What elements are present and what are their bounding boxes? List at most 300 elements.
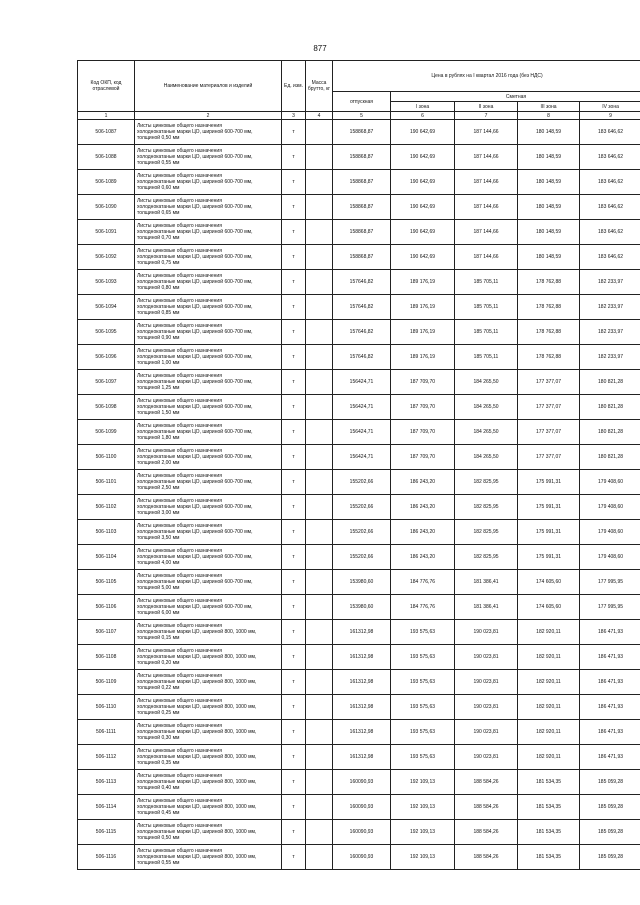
item-name-line: Листы цинковые общего назначения (137, 273, 222, 279)
price-zone-4: 183 646,62 (580, 245, 640, 270)
item-name-line: Листы цинковые общего назначения (137, 523, 222, 529)
price-release: 157646,82 (333, 320, 391, 345)
table-row (78, 595, 640, 620)
item-code: 506-1106 (78, 595, 135, 620)
price-zone-3: 175 991,31 (518, 470, 580, 495)
item-name (135, 170, 282, 195)
table-row (78, 820, 640, 845)
item-name-line: Листы цинковые общего назначения (137, 673, 222, 679)
item-unit: т (282, 695, 306, 720)
item-unit: т (282, 620, 306, 645)
item-mass (306, 395, 333, 420)
item-unit: т (282, 220, 306, 245)
table-row (78, 720, 640, 745)
table-row (78, 695, 640, 720)
item-name-line: холоднокатаные марки ЦО, шириной 600-700 мм, (137, 354, 253, 360)
table-row (78, 270, 640, 295)
price-zone-2: 185 705,11 (455, 270, 518, 295)
price-zone-3: 181 534,35 (518, 770, 580, 795)
price-zone-3: 180 148,59 (518, 170, 580, 195)
item-unit: т (282, 545, 306, 570)
col-number: 6 (391, 112, 455, 120)
price-zone-4: 185 059,28 (580, 770, 640, 795)
item-name-line: Листы цинковые общего назначения (137, 248, 222, 254)
item-name-line: Листы цинковые общего назначения (137, 298, 222, 304)
item-name (135, 770, 282, 795)
item-mass (306, 270, 333, 295)
price-release: 158868,87 (333, 170, 391, 195)
price-release: 157646,82 (333, 345, 391, 370)
item-unit: т (282, 745, 306, 770)
price-release: 161312,98 (333, 670, 391, 695)
item-mass (306, 445, 333, 470)
item-name-line: толщиной 0,60 мм (137, 185, 180, 191)
price-zone-2: 184 265,50 (455, 445, 518, 470)
price-zone-1: 189 176,19 (391, 295, 455, 320)
item-name-line: холоднокатаные марки ЦО, шириной 600-700 мм, (137, 579, 253, 585)
price-zone-2: 181 386,41 (455, 570, 518, 595)
item-name-line: толщиной 0,15 мм (137, 635, 180, 641)
price-zone-1: 190 642,69 (391, 145, 455, 170)
item-unit: т (282, 845, 306, 870)
price-zone-2: 187 144,66 (455, 145, 518, 170)
item-name-line: Листы цинковые общего назначения (137, 723, 222, 729)
item-name-line: Листы цинковые общего назначения (137, 123, 222, 129)
price-zone-1: 187 709,70 (391, 420, 455, 445)
price-zone-2: 190 023,81 (455, 695, 518, 720)
price-zone-1: 184 776,76 (391, 595, 455, 620)
price-zone-3: 180 148,59 (518, 120, 580, 145)
item-name-line: толщиной 0,40 мм (137, 785, 180, 791)
price-release: 160090,93 (333, 770, 391, 795)
item-name-line: толщиной 0,70 мм (137, 235, 180, 241)
price-release: 161312,98 (333, 645, 391, 670)
item-name (135, 295, 282, 320)
item-name (135, 420, 282, 445)
item-name-line: Листы цинковые общего назначения (137, 148, 222, 154)
item-name-line: толщиной 0,20 мм (137, 660, 180, 666)
price-zone-2: 182 825,95 (455, 520, 518, 545)
item-name (135, 520, 282, 545)
item-code: 506-1112 (78, 745, 135, 770)
header-zone-3: III зона (518, 102, 580, 112)
item-name (135, 570, 282, 595)
item-code: 506-1103 (78, 520, 135, 545)
item-name-line: холоднокатаные марки ЦО, шириной 600-700 мм, (137, 504, 253, 510)
item-unit: т (282, 720, 306, 745)
item-unit: т (282, 570, 306, 595)
price-zone-2: 190 023,81 (455, 745, 518, 770)
item-name-line: Листы цинковые общего назначения (137, 323, 222, 329)
price-release: 155202,66 (333, 470, 391, 495)
price-zone-1: 193 575,63 (391, 670, 455, 695)
item-name-line: Листы цинковые общего назначения (137, 173, 222, 179)
item-name-line: толщиной 1,25 мм (137, 385, 180, 391)
price-zone-3: 177 377,07 (518, 445, 580, 470)
item-name-line: Листы цинковые общего назначения (137, 798, 222, 804)
item-name (135, 620, 282, 645)
table-row (78, 770, 640, 795)
item-name-line: толщиной 1,00 мм (137, 360, 180, 366)
item-code: 506-1099 (78, 420, 135, 445)
item-mass (306, 145, 333, 170)
item-name-line: толщиной 3,50 мм (137, 535, 180, 541)
item-unit: т (282, 345, 306, 370)
item-name-line: толщиной 4,00 мм (137, 560, 180, 566)
item-mass (306, 570, 333, 595)
item-name-line: толщиной 0,55 мм (137, 860, 180, 866)
item-name-line: толщиной 1,50 мм (137, 410, 180, 416)
table-body (78, 120, 640, 870)
price-zone-2: 181 386,41 (455, 595, 518, 620)
item-name-line: толщиной 0,65 мм (137, 210, 180, 216)
table-row (78, 295, 640, 320)
price-zone-1: 190 642,69 (391, 220, 455, 245)
item-name (135, 720, 282, 745)
item-mass (306, 645, 333, 670)
item-mass (306, 520, 333, 545)
item-mass (306, 720, 333, 745)
price-release: 161312,98 (333, 620, 391, 645)
price-zone-1: 193 575,63 (391, 720, 455, 745)
item-name-line: Листы цинковые общего назначения (137, 348, 222, 354)
price-zone-3: 178 762,88 (518, 320, 580, 345)
table-row (78, 670, 640, 695)
price-zone-4: 180 821,28 (580, 445, 640, 470)
table-row (78, 645, 640, 670)
price-zone-3: 180 148,59 (518, 145, 580, 170)
price-zone-1: 184 776,76 (391, 570, 455, 595)
price-zone-3: 175 991,31 (518, 520, 580, 545)
item-name (135, 345, 282, 370)
item-name-line: толщиной 0,85 мм (137, 310, 180, 316)
price-zone-3: 181 534,35 (518, 845, 580, 870)
item-name-line: холоднокатаные марки ЦО, шириной 800, 1000 мм, (137, 804, 257, 810)
table-row (78, 520, 640, 545)
header-mass: Масса брутто, кг (306, 61, 333, 112)
price-zone-1: 190 642,69 (391, 245, 455, 270)
price-zone-1: 192 109,13 (391, 770, 455, 795)
price-zone-4: 179 408,60 (580, 495, 640, 520)
price-zone-3: 178 762,88 (518, 345, 580, 370)
price-zone-4: 179 408,60 (580, 470, 640, 495)
item-code: 506-1102 (78, 495, 135, 520)
price-zone-1: 189 176,19 (391, 345, 455, 370)
item-name-line: Листы цинковые общего назначения (137, 448, 222, 454)
item-name-line: холоднокатаные марки ЦО, шириной 600-700 мм, (137, 179, 253, 185)
price-zone-3: 181 534,35 (518, 820, 580, 845)
price-zone-1: 187 709,70 (391, 395, 455, 420)
price-zone-3: 175 991,31 (518, 545, 580, 570)
item-code: 506-1092 (78, 245, 135, 270)
item-name-line: холоднокатаные марки ЦО, шириной 600-700 мм, (137, 154, 253, 160)
price-release: 155202,66 (333, 545, 391, 570)
item-code: 506-1110 (78, 695, 135, 720)
price-zone-4: 182 233,97 (580, 270, 640, 295)
item-name-line: холоднокатаные марки ЦО, шириной 800, 1000 мм, (137, 829, 257, 835)
price-release: 156424,71 (333, 395, 391, 420)
item-name (135, 195, 282, 220)
table-row (78, 120, 640, 145)
item-name (135, 845, 282, 870)
price-zone-4: 177 995,95 (580, 570, 640, 595)
price-zone-2: 188 584,26 (455, 820, 518, 845)
item-name-line: холоднокатаные марки ЦО, шириной 800, 1000 мм, (137, 654, 257, 660)
price-release: 160090,93 (333, 845, 391, 870)
price-zone-2: 190 023,81 (455, 620, 518, 645)
item-code: 506-1115 (78, 820, 135, 845)
price-zone-3: 177 377,07 (518, 395, 580, 420)
item-code: 506-1093 (78, 270, 135, 295)
price-zone-3: 182 920,11 (518, 645, 580, 670)
price-zone-2: 188 584,26 (455, 770, 518, 795)
header-zone-4: IV зона (580, 102, 640, 112)
item-name-line: холоднокатаные марки ЦО, шириной 600-700 мм, (137, 254, 253, 260)
table-row (78, 620, 640, 645)
item-mass (306, 695, 333, 720)
item-unit: т (282, 270, 306, 295)
item-name-line: Листы цинковые общего назначения (137, 598, 222, 604)
item-unit: т (282, 170, 306, 195)
item-code: 506-1090 (78, 195, 135, 220)
item-name (135, 545, 282, 570)
item-unit: т (282, 595, 306, 620)
price-zone-4: 186 471,93 (580, 645, 640, 670)
col-number: 8 (518, 112, 580, 120)
price-release: 155202,66 (333, 520, 391, 545)
item-mass (306, 595, 333, 620)
price-release: 158868,87 (333, 245, 391, 270)
item-name (135, 820, 282, 845)
item-name-line: толщиной 0,90 мм (137, 335, 180, 341)
col-number: 1 (78, 112, 135, 120)
item-name (135, 120, 282, 145)
item-code: 506-1096 (78, 345, 135, 370)
item-name-line: толщиной 0,35 мм (137, 760, 180, 766)
col-number: 9 (580, 112, 640, 120)
header-zone-2: II зона (455, 102, 518, 112)
price-zone-2: 187 144,66 (455, 245, 518, 270)
item-code: 506-1095 (78, 320, 135, 345)
item-mass (306, 670, 333, 695)
item-name-line: толщиной 0,55 мм (137, 160, 180, 166)
price-zone-4: 183 646,62 (580, 170, 640, 195)
item-code: 506-1091 (78, 220, 135, 245)
item-code: 506-1104 (78, 545, 135, 570)
price-zone-2: 185 705,11 (455, 320, 518, 345)
item-mass (306, 845, 333, 870)
item-name-line: Листы цинковые общего назначения (137, 648, 222, 654)
item-name-line: холоднокатаные марки ЦО, шириной 600-700 мм, (137, 304, 253, 310)
item-unit: т (282, 195, 306, 220)
table-row (78, 245, 640, 270)
price-zone-4: 186 471,93 (580, 670, 640, 695)
price-zone-4: 179 408,60 (580, 545, 640, 570)
item-mass (306, 545, 333, 570)
item-name-line: толщиной 2,50 мм (137, 485, 180, 491)
item-unit: т (282, 795, 306, 820)
item-code: 506-1107 (78, 620, 135, 645)
table-row (78, 345, 640, 370)
price-release: 153980,60 (333, 570, 391, 595)
item-name (135, 370, 282, 395)
item-name-line: толщиной 6,00 мм (137, 610, 180, 616)
price-zone-3: 182 920,11 (518, 745, 580, 770)
item-mass (306, 820, 333, 845)
item-code: 506-1108 (78, 645, 135, 670)
item-code: 506-1097 (78, 370, 135, 395)
price-release: 161312,98 (333, 745, 391, 770)
price-zone-2: 188 584,26 (455, 845, 518, 870)
price-zone-2: 184 265,50 (455, 370, 518, 395)
price-release: 158868,87 (333, 220, 391, 245)
price-zone-1: 193 575,63 (391, 620, 455, 645)
price-zone-4: 185 059,28 (580, 795, 640, 820)
item-unit: т (282, 445, 306, 470)
item-name-line: Листы цинковые общего назначения (137, 748, 222, 754)
item-code: 506-1098 (78, 395, 135, 420)
item-code: 506-1087 (78, 120, 135, 145)
header-name: Наименование материалов и изделий (135, 61, 282, 112)
item-name-line: толщиной 5,00 мм (137, 585, 180, 591)
item-mass (306, 420, 333, 445)
item-name-line: толщиной 0,50 мм (137, 135, 180, 141)
item-name-line: Листы цинковые общего назначения (137, 198, 222, 204)
price-zone-2: 187 144,66 (455, 170, 518, 195)
price-release: 156424,71 (333, 445, 391, 470)
price-zone-4: 186 471,93 (580, 620, 640, 645)
item-name (135, 320, 282, 345)
item-name (135, 270, 282, 295)
item-name-line: Листы цинковые общего назначения (137, 623, 222, 629)
price-zone-2: 185 705,11 (455, 345, 518, 370)
table-row (78, 795, 640, 820)
price-zone-3: 177 377,07 (518, 420, 580, 445)
item-name-line: холоднокатаные марки ЦО, шириной 800, 1000 мм, (137, 629, 257, 635)
price-release: 158868,87 (333, 120, 391, 145)
item-name-line: толщиной 0,75 мм (137, 260, 180, 266)
item-name-line: толщиной 1,80 мм (137, 435, 180, 441)
item-unit: т (282, 470, 306, 495)
price-zone-1: 192 109,13 (391, 795, 455, 820)
item-code: 506-1111 (78, 720, 135, 745)
price-release: 158868,87 (333, 195, 391, 220)
price-zone-1: 190 642,69 (391, 170, 455, 195)
item-name (135, 220, 282, 245)
price-release: 156424,71 (333, 370, 391, 395)
price-zone-1: 187 709,70 (391, 445, 455, 470)
col-number: 2 (135, 112, 282, 120)
item-unit: т (282, 820, 306, 845)
item-name-line: толщиной 0,22 мм (137, 685, 180, 691)
item-name-line: толщиной 3,00 мм (137, 510, 180, 516)
price-zone-4: 180 821,28 (580, 370, 640, 395)
price-zone-4: 185 059,28 (580, 820, 640, 845)
item-name (135, 795, 282, 820)
item-name (135, 495, 282, 520)
price-zone-4: 186 471,93 (580, 720, 640, 745)
item-name-line: холоднокатаные марки ЦО, шириной 600-700 мм, (137, 279, 253, 285)
price-release: 160090,93 (333, 820, 391, 845)
price-zone-3: 180 148,59 (518, 220, 580, 245)
price-zone-1: 190 642,69 (391, 195, 455, 220)
item-code: 506-1105 (78, 570, 135, 595)
item-code: 506-1100 (78, 445, 135, 470)
item-name-line: холоднокатаные марки ЦО, шириной 600-700 мм, (137, 329, 253, 335)
price-zone-3: 177 377,07 (518, 370, 580, 395)
price-release: 160090,93 (333, 795, 391, 820)
item-name-line: холоднокатаные марки ЦО, шириной 600-700 мм, (137, 429, 253, 435)
item-mass (306, 745, 333, 770)
price-zone-1: 192 109,13 (391, 845, 455, 870)
header-estimate: Сметная (391, 92, 640, 102)
item-name-line: толщиной 0,80 мм (137, 285, 180, 291)
price-zone-1: 193 575,63 (391, 645, 455, 670)
table-row (78, 170, 640, 195)
item-name-line: Листы цинковые общего назначения (137, 398, 222, 404)
item-mass (306, 320, 333, 345)
item-unit: т (282, 645, 306, 670)
item-name-line: холоднокатаные марки ЦО, шириной 600-700 мм, (137, 129, 253, 135)
item-code: 506-1113 (78, 770, 135, 795)
item-name (135, 670, 282, 695)
table-row (78, 445, 640, 470)
page-number: 877 (313, 44, 327, 53)
item-name-line: холоднокатаные марки ЦО, шириной 600-700 мм, (137, 404, 253, 410)
item-name-line: холоднокатаные марки ЦО, шириной 800, 1000 мм, (137, 679, 257, 685)
price-zone-1: 186 243,20 (391, 545, 455, 570)
price-zone-4: 183 646,62 (580, 145, 640, 170)
price-zone-2: 187 144,66 (455, 195, 518, 220)
item-code: 506-1114 (78, 795, 135, 820)
item-name-line: холоднокатаные марки ЦО, шириной 600-700 мм, (137, 379, 253, 385)
table-row (78, 570, 640, 595)
item-unit: т (282, 320, 306, 345)
item-mass (306, 795, 333, 820)
price-release: 153980,60 (333, 595, 391, 620)
price-zone-3: 182 920,11 (518, 695, 580, 720)
column-numbers-row (78, 112, 640, 120)
item-name-line: холоднокатаные марки ЦО, шириной 800, 1000 мм, (137, 779, 257, 785)
item-name-line: Листы цинковые общего назначения (137, 573, 222, 579)
item-name (135, 445, 282, 470)
item-mass (306, 620, 333, 645)
item-name (135, 645, 282, 670)
price-zone-4: 182 233,97 (580, 345, 640, 370)
item-name-line: Листы цинковые общего назначения (137, 223, 222, 229)
price-zone-2: 190 023,81 (455, 670, 518, 695)
item-name-line: Листы цинковые общего назначения (137, 373, 222, 379)
item-name-line: Листы цинковые общего назначения (137, 473, 222, 479)
price-zone-3: 175 991,31 (518, 495, 580, 520)
item-name-line: холоднокатаные марки ЦО, шириной 600-700 мм, (137, 604, 253, 610)
price-release: 155202,66 (333, 495, 391, 520)
item-name-line: холоднокатаные марки ЦО, шириной 800, 1000 мм, (137, 729, 257, 735)
item-name (135, 695, 282, 720)
item-name-line: Листы цинковые общего назначения (137, 498, 222, 504)
item-mass (306, 370, 333, 395)
table-row (78, 395, 640, 420)
price-zone-2: 184 265,50 (455, 420, 518, 445)
item-name-line: Листы цинковые общего назначения (137, 423, 222, 429)
price-zone-1: 193 575,63 (391, 745, 455, 770)
item-mass (306, 770, 333, 795)
item-unit: т (282, 770, 306, 795)
price-zone-1: 192 109,13 (391, 820, 455, 845)
price-release: 161312,98 (333, 720, 391, 745)
item-code: 506-1109 (78, 670, 135, 695)
table-row (78, 145, 640, 170)
